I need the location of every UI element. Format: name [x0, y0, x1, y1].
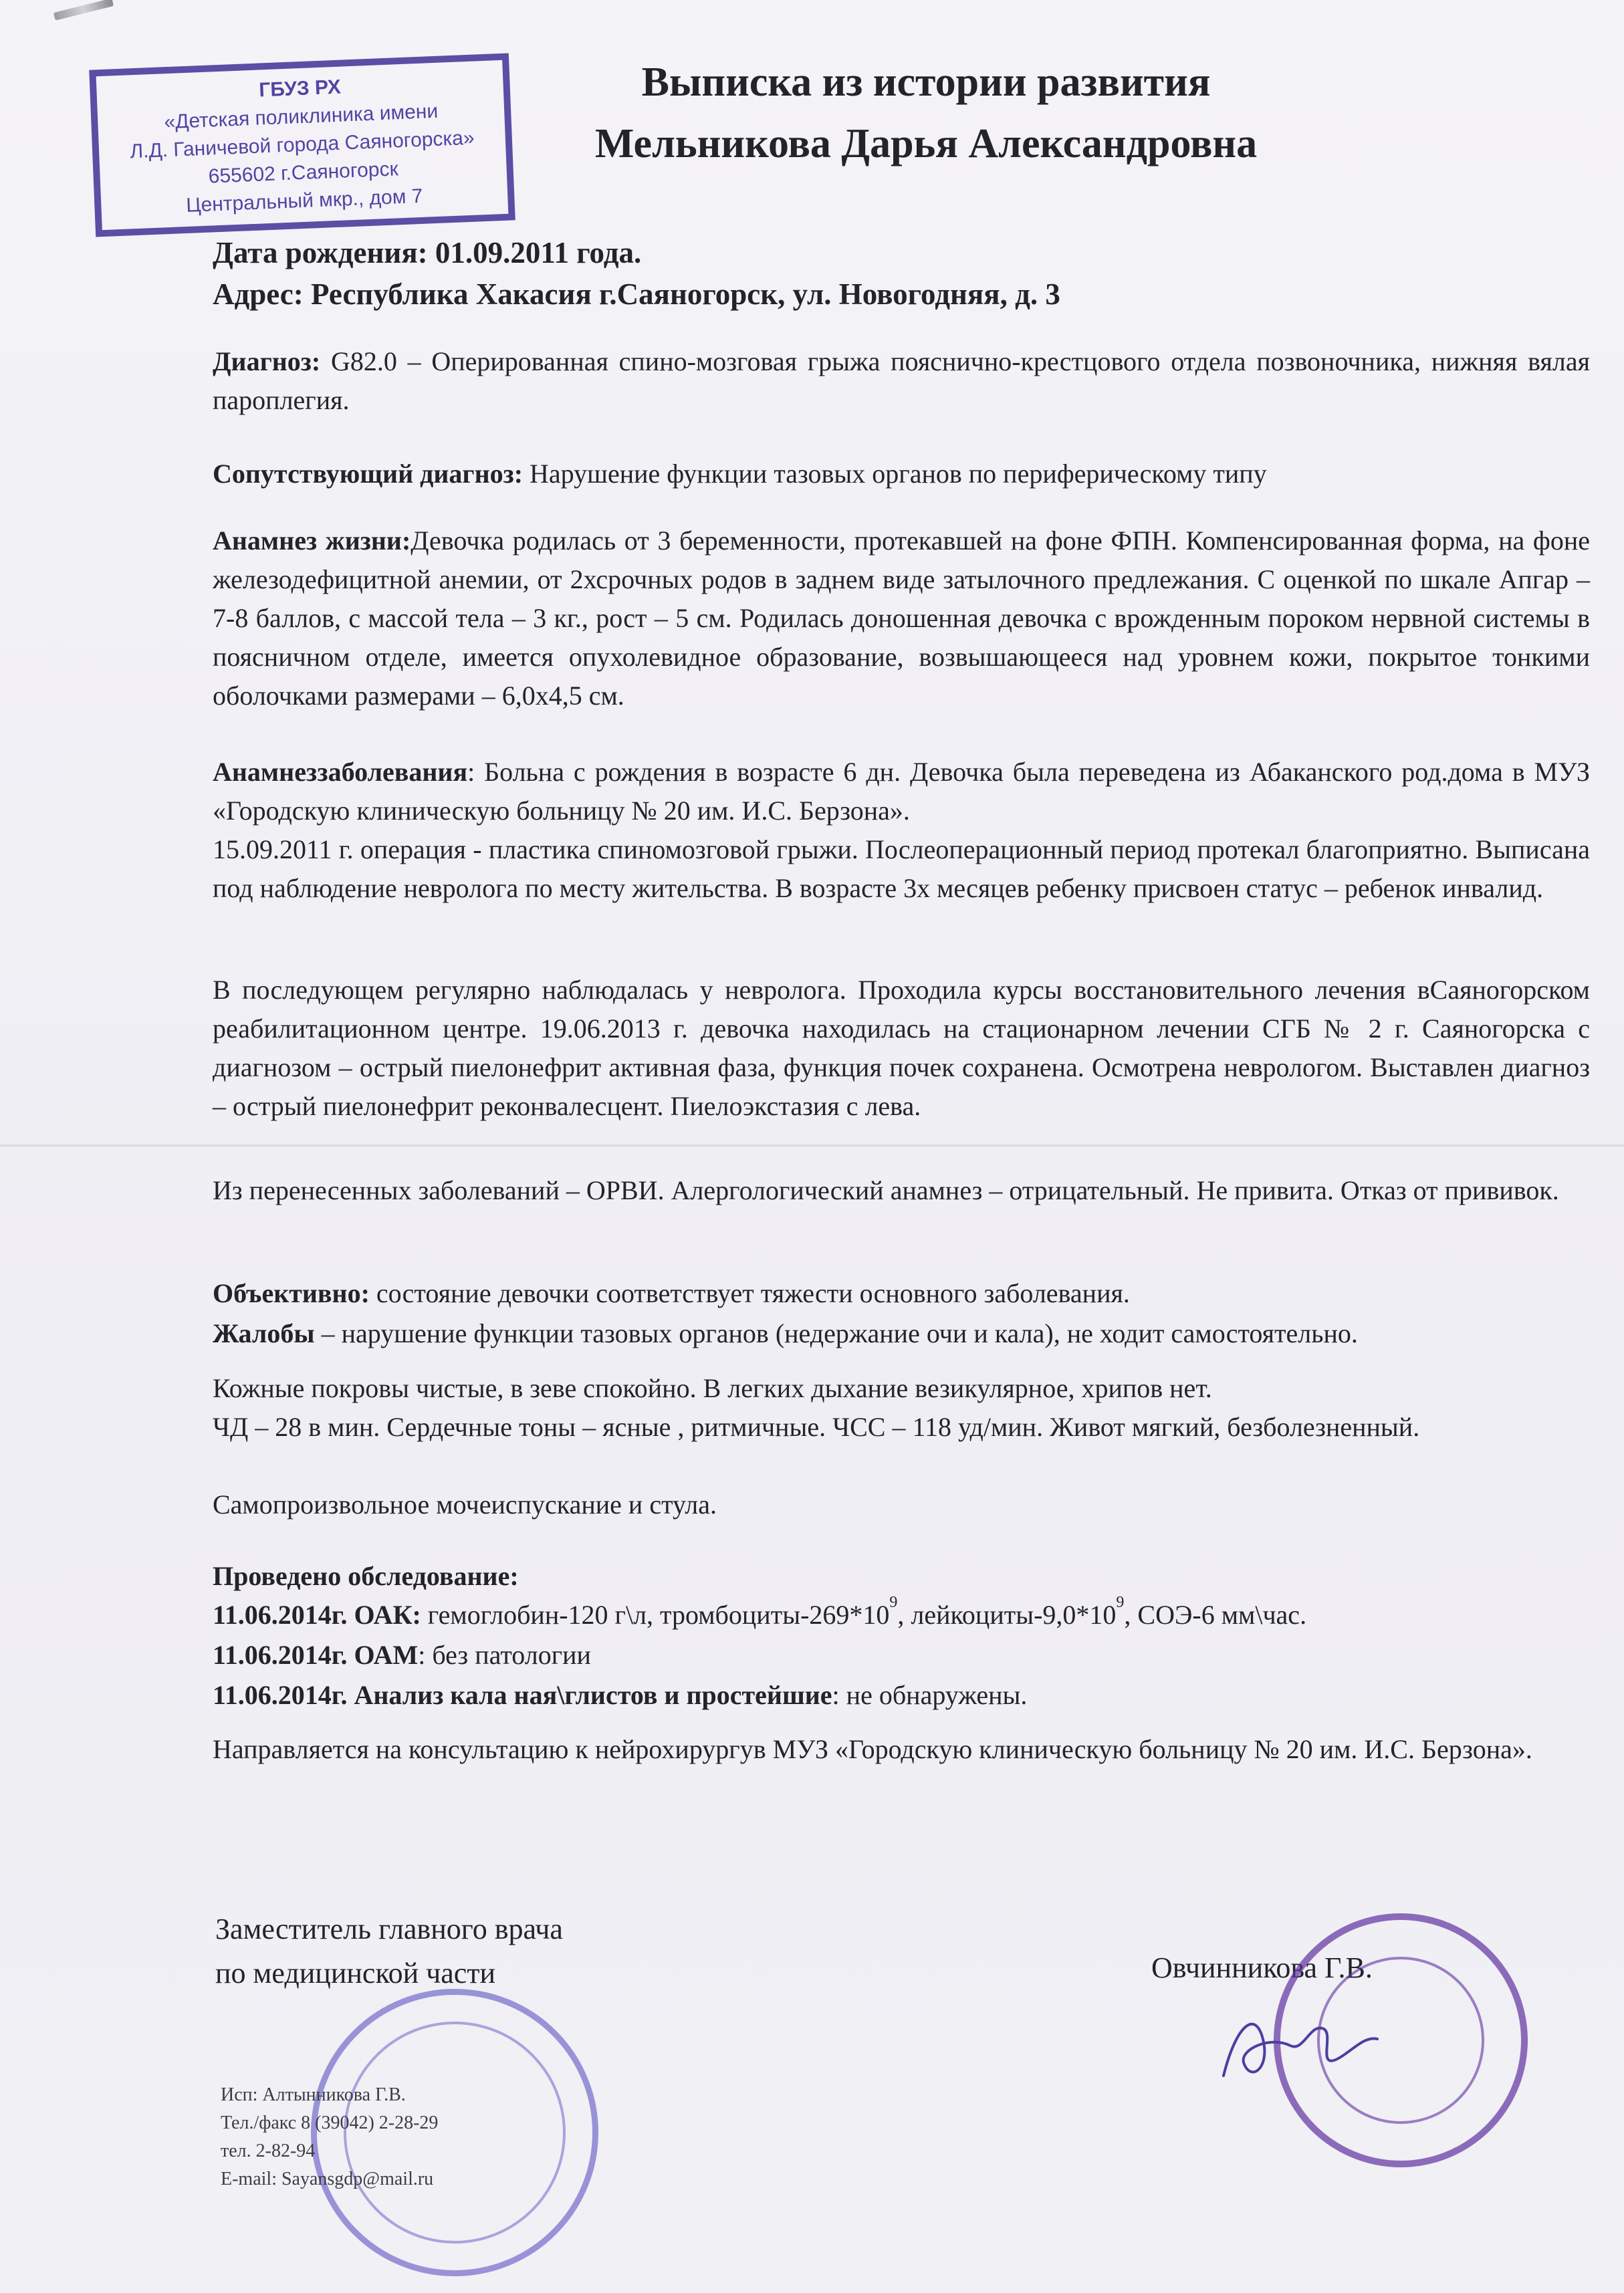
contact-phone: тел. 2-82-94 [221, 2141, 316, 2161]
complaints-value: – нарушение функции тазовых органов (недержание очи и кала), не ходит самостоятельно. [321, 1318, 1358, 1348]
complaints-label: Жалобы [213, 1318, 315, 1348]
stamp-line: 655602 г.Саяногорск [208, 158, 399, 188]
test-stool [213, 1679, 1027, 1711]
followup-paragraph: В последующем регулярно наблюдалась у невролога. Проходила курсы восстановительного лечения вСаяногорском реабилитационном центре. 19.06.2013 г. девочка находилась на стационарном лечении СГБ № 2 г. Саяногорска с диагнозом – острый пиелонефрит активная фаза, функция почек сохранена. Осмотрена неврологом. Выставлен диагноз – острый пиелонефрит реконвалесцент. Пиелоэкстазия с лева. [213, 975, 1590, 1121]
operation-paragraph: 15.09.2011 г. операция - пластика спиномозговой грыжи. Послеоперационный период протекал благоприятно. Выписана под наблюдение невролога по месту жительства. В возрасте 3х месяцев ребенку присвоен статус – ребенок инвалид. [213, 834, 1590, 903]
address-line [213, 277, 1060, 312]
concomitant-value: Нарушение функции тазовых органов по периферическому типу [530, 459, 1267, 489]
past-diseases-paragraph: Из перенесенных заболеваний – ОРВИ. Алергологический анамнез – отрицательный. Не привита. Отказ от прививок. [213, 1175, 1559, 1205]
test-stool-label: 11.06.2014г. Анализ кала ная\глистов и простейшие [213, 1680, 832, 1710]
exponent: 9 [1116, 1594, 1125, 1611]
handwritten-signature [1210, 1996, 1384, 2096]
birth-date-value: 01.09.2011 года. [435, 236, 642, 269]
objective-value: состояние девочки соответствует тяжести основного заболевания. [376, 1278, 1130, 1308]
disease-history-value: : Больна с рождения в возрасте 6 дн. Девочка была переведена из Абаканского род.дома в МУЗ «Городскую клиническую больницу № 20 им. И.С. Берзона». [213, 757, 1590, 826]
objective-paragraph [213, 1274, 1590, 1313]
diagnosis-value: G82.0 – Оперированная спино-мозговая грыжа пояснично-крестцового отдела позвоночника, нижняя вялая пароплегия. [213, 346, 1590, 415]
test-oam-value: : без патологии [418, 1640, 591, 1670]
exam-vitals: ЧД – 28 в мин. Сердечные тоны – ясные , ритмичные. ЧСС – 118 уд/мин. Живот мягкий, безболезненный. [213, 1412, 1420, 1442]
exam-urination: Самопроизвольное мочеиспускание и стула. [213, 1489, 717, 1520]
life-history-paragraph [213, 521, 1590, 715]
birth-date-label: Дата рождения: [213, 236, 428, 269]
objective-label: Объективно: [213, 1278, 370, 1308]
contact-executor: Исп: Алтынникова Г.В. [221, 2084, 406, 2105]
test-oak-part3: , СОЭ-6 мм\час. [1124, 1600, 1307, 1630]
signer-name: Овчинникова Г.В. [1151, 1951, 1373, 1984]
stamp-line: «Детская поликлиника имени [163, 100, 439, 134]
test-stool-value: : не обнаружены. [832, 1680, 1028, 1710]
concomitant-paragraph [213, 455, 1590, 493]
diagnosis-paragraph [213, 342, 1590, 420]
document-title: Выписка из истории развития [641, 59, 1211, 105]
birth-date-line [213, 235, 641, 270]
test-oak-part1: гемоглобин-120 г\л, тромбоциты-269*10 [421, 1600, 890, 1630]
test-oam-label: 11.06.2014г. ОАМ [213, 1640, 419, 1670]
staple [53, 0, 114, 21]
life-history-value: Девочка родилась от 3 беременности, протекавшей на фоне ФПН. Компенсированная форма, на фоне железодефицитной анемии, от 2хсрочных родов в заднем виде затылочного предлежания. С оценкой по шкале Апгар – 7-8 баллов, с массой тела – 3 кг., рост – 5 см. Родилась доношенная девочка с врожденным пороком нервной системы в поясничном отделе, имеется опухолевидное образование, возвышающееся над уровнем кожи, покрытое тонкими оболочками размерами – 6,0х4,5 см. [213, 525, 1590, 711]
disease-history-paragraph [213, 753, 1590, 830]
contact-email: E-mail: Sayansgdp@mail.ru [221, 2169, 434, 2189]
test-oak-label: 11.06.2014г. ОАК: [213, 1600, 421, 1630]
stamp-line: Центральный мкр., дом 7 [185, 185, 423, 217]
exponent: 9 [889, 1594, 898, 1611]
referral-paragraph: Направляется на консультацию к нейрохирургув МУЗ «Городскую клиническую больницу № 20 им. И.С. Берзона». [213, 1734, 1532, 1764]
test-oak [213, 1594, 1307, 1631]
test-oam [213, 1639, 591, 1671]
address-label: Адрес: [213, 277, 304, 311]
complaints-paragraph [213, 1314, 1590, 1353]
disease-history-label: Анамнеззаболевания [213, 757, 468, 787]
contact-phone-fax: Тел./факс 8 (39042) 2-28-29 [221, 2113, 439, 2133]
stamp-line: ГБУЗ РХ [258, 76, 342, 102]
concomitant-label: Сопутствующий диагноз: [213, 459, 524, 489]
tests-heading-text: Проведено обследование: [213, 1561, 519, 1591]
diagnosis-label: Диагноз: [213, 346, 321, 376]
address-value: Республика Хакасия г.Саяногорск, ул. Новогодняя, д. 3 [311, 277, 1060, 311]
paper-fold [0, 1144, 1624, 1146]
signature-position-2: по медицинской части [215, 1957, 496, 1989]
life-history-label: Анамнез жизни: [213, 525, 411, 556]
tests-heading [213, 1560, 519, 1592]
exam-skin: Кожные покровы чистые, в зеве спокойно. В легких дыхание везикулярное, хрипов нет. [213, 1373, 1212, 1403]
signature-position-1: Заместитель главного врача [215, 1913, 563, 1945]
test-oak-part2: , лейкоциты-9,0*10 [897, 1600, 1117, 1630]
stamp-line: Л.Д. Ганичевой города Саяногорска» [129, 126, 475, 163]
patient-name: Мельникова Дарья Александровна [594, 121, 1258, 166]
